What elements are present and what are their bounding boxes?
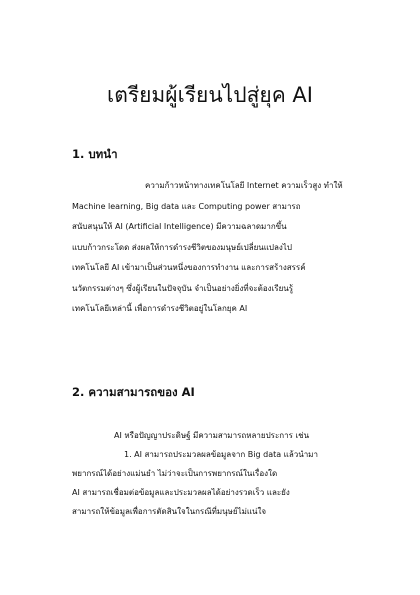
paragraph-line: Machine learning, Big data และ Computing power สามารถ xyxy=(72,201,301,211)
paragraph-line: เทคโนโลยี AI เข้ามาเป็นส่วนหนึ่งของการทำงาน และการสร้างสรรค์ xyxy=(72,263,306,272)
paragraph-line: พยากรณ์ได้อย่างแม่นยำ ไม่ว่าจะเป็นการพยากรณ์ในเรื่องใด xyxy=(72,469,278,478)
paragraph-line: ความก้าวหน้าทางเทคโนโลยี Internet ความเร็วสูง ทำให้ xyxy=(145,181,343,190)
section-heading-introduction: 1. บทนำ xyxy=(72,147,118,161)
list-item-1: 1. AI สามารถประมวลผลข้อมูลจาก Big data แล้วนำมา xyxy=(124,450,318,459)
paragraph-ai-capabilities xyxy=(72,426,366,521)
paragraph-line: สนับสนุนให้ AI (Artificial Intelligence) มีความฉลาดมากขึ้น xyxy=(72,222,287,231)
paragraph-line: นวัตกรรมต่างๆ ซึ่งผู้เรียนในปัจจุบัน จำเป็นอย่างยิ่งที่จะต้องเรียนรู้ xyxy=(72,283,294,293)
paragraph-line: แบบก้าวกระโดด ส่งผลให้การดำรงชีวิตของมนุษย์เปลี่ยนแปลงไป xyxy=(72,242,292,252)
paragraph-line: AI หรือปัญญาประดิษฐ์ มีความสามารถหลายประการ เช่น xyxy=(114,431,310,440)
paragraph-introduction xyxy=(72,176,366,320)
paragraph-line: AI สามารถเชื่อมต่อข้อมูลและประมวลผลได้อย่างรวดเร็ว และยัง xyxy=(72,488,290,497)
paragraph-line: เทคโนโลยีเหล่านี้ เพื่อการดำรงชีวิตอยู่ในโลกยุค AI xyxy=(72,304,248,313)
section-heading-ai-capabilities: 2. ความสามารถของ AI xyxy=(72,385,195,399)
paragraph-line: สามารถให้ข้อมูลเพื่อการตัดสินใจในกรณีที่มนุษย์ไม่แน่ใจ xyxy=(72,507,267,516)
document-title: เตรียมผู้เรียนไปสู่ยุค AI xyxy=(107,83,313,107)
